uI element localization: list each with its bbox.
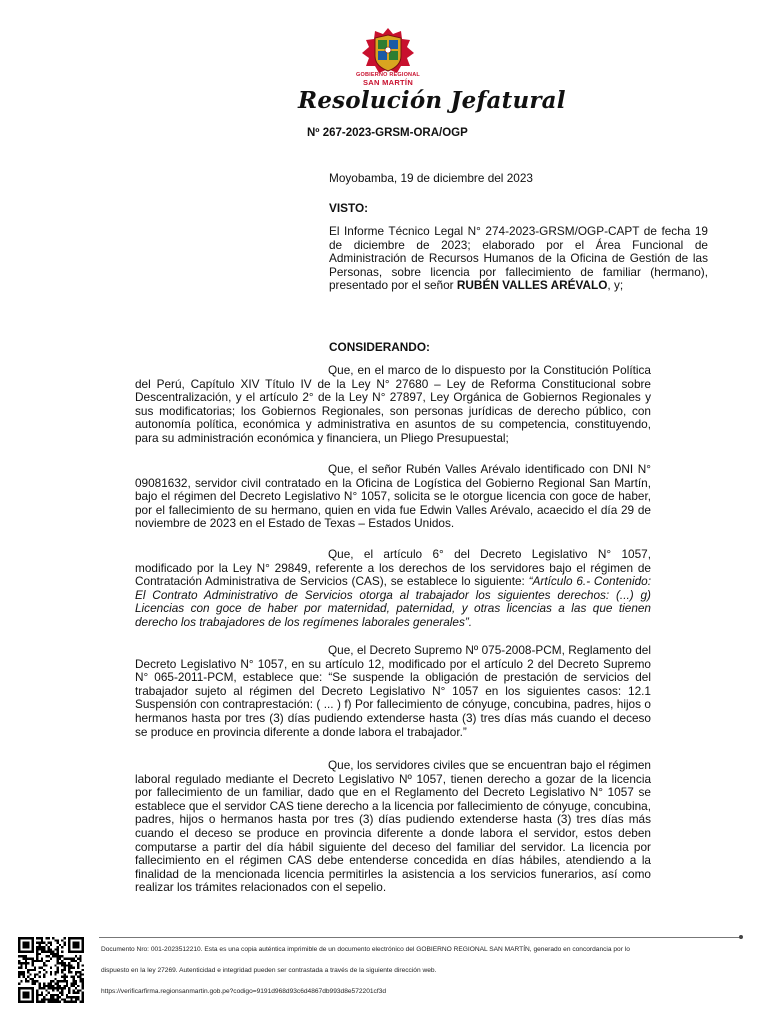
footer-line-2: dispuesto en la ley 27269. Autenticidad e integridad pueden ser contrastada a través de la siguiente dirección web. bbox=[101, 967, 437, 974]
footer-divider-endpoint bbox=[739, 935, 743, 939]
considerando-paragraph-5: Que, los servidores civiles que se encuentran bajo el régimen laboral regulado mediante el Decreto Legislativo Nº 1057, tienen derecho a gozar de la licencia por fallecimiento de un familiar, dado que en el Reglamento del Decreto Legislativo N° 1057 se establece que el servidor CAS tiene derecho a la licencia por fallecimiento de cónyuge, concubina, padres, hijos o hermanos hasta por tres (3) días pudiendo extenderse hasta (3) tres días más cuando el deceso se produce en provincia diferente a donde labora el servidor, estos deben computarse a partir del día hábil siguiente del deceso del familiar del servidor. La licencia por fallecimiento en el régimen CAS debe entenderse concedida en días hábiles, atendiendo a la finalidad de la mencionada licencia permitirles la asistencia a los servicios funerarios, así como realizar los trámites relacionados con el sepelio. bbox=[135, 758, 651, 895]
considerando-paragraph-4: Que, el Decreto Supremo Nº 075-2008-PCM, Reglamento del Decreto Legislativo N° 1057, en su artículo 12, modificado por el artículo 2 del Decreto Supremo N° 065-2011-PCM, establece que: “Se suspende la obligación de prestación de servicios del trabajador sujeto al régimen del Decreto Legislativo N° 1057 en los siguientes casos: 12.1 Suspensión con contraprestación: ( ... ) f) Por fallecimiento de cónyuge, concubina, padres, hijos o hermanos hasta por tres (3) días pudiendo extenderse hasta (3) tres días más cuando el deceso se produce en provincia diferente a donde labora el trabajador.” bbox=[135, 643, 651, 739]
visto-tail: , y; bbox=[607, 278, 624, 293]
considerando-paragraph-2: Que, el señor Rubén Valles Arévalo identificado con DNI N° 09081632, servidor civil contratado en la Oficina de Logística del Gobierno Regional San Martín, bajo el régimen del Decreto Legislativo N° 1057, solicita se le otorgue licencia con goce de haber, por el fallecimiento de su hermano, quien en vida fue Edwin Valles Arévalo, acaecido el día 29 de noviembre de 2023 en el Estado de Texas – Estados Unidos. bbox=[135, 462, 651, 531]
visto-paragraph bbox=[329, 225, 708, 293]
logo-line1: GOBIERNO REGIONAL bbox=[356, 72, 420, 78]
logo-caption bbox=[340, 73, 436, 87]
paragraph-3-text: Que, el artículo 6° del Decreto Legislativo N° 1057, modificado por la Ley N° 29849, referente a los derechos de los servidores bajo el régimen de Contratación Administrativa de Servicios (CAS), se establece lo siguiente: bbox=[135, 547, 651, 589]
logo-line2: SAN MARTÍN bbox=[362, 77, 414, 87]
considerando-paragraph-1: Que, en el marco de lo dispuesto por la Constitución Política del Perú, Capítulo XIV Título IV de la Ley N° 27680 – Ley de Reforma Constitucional sobre Descentralización, y el artículo 2° de la Ley N° 27897, Ley Orgánica de Gobiernos Regionales y sus modificatorias; los Gobiernos Regionales, son personas jurídicas de derecho público, con autonomía política, económica y administrativa en asuntos de su competencia, constituyendo, para su administración económica y financiera, un Pliego Presupuestal; bbox=[135, 363, 651, 445]
document-title: Resolución Jefatural bbox=[298, 87, 566, 114]
considerando-heading: CONSIDERANDO: bbox=[329, 340, 430, 354]
visto-text: El Informe Técnico Legal N° 274-2023-GRSM/OGP-CAPT de fecha 19 de diciembre de 2023; elaborado por el Área Funcional de Administración de Recursos Humanos de la Oficina de Gestión de las Personas, sobre licencia por fallecimiento de familiar (hermano), presentado por el señor bbox=[329, 224, 708, 293]
resolution-number: Nº 267-2023-GRSM-ORA/OGP bbox=[307, 127, 468, 139]
footer-line-1: Documento Nro: 001-2023512210. Esta es una copia auténtica imprimible de un documento electrónico del GOBIERNO REGIONAL SAN MARTÍN, generado en concordancia por lo bbox=[101, 946, 630, 953]
date-line: Moyobamba, 19 de diciembre del 2023 bbox=[329, 171, 533, 185]
qr-code[interactable] bbox=[18, 937, 84, 1003]
footer-verification-url[interactable]: https://verificarfirma.regionsanmartin.gob.pe?codigo=9191d968d93c6d4867db993d8e572201cf3d bbox=[101, 988, 387, 995]
footer-divider bbox=[99, 937, 740, 938]
visto-heading: VISTO: bbox=[329, 201, 369, 215]
considerando-paragraph-3 bbox=[135, 548, 651, 630]
visto-name: RUBÉN VALLES ARÉVALO bbox=[456, 278, 608, 293]
paragraph-3-quote: “Artículo 6.- Contenido: El Contrato Administrativo de Servicios otorga al trabajador los siguientes derechos: (...) g) Licencias con goce de haber por maternidad, paternidad, y otras licencias a las que tienen derecho los trabajadores de los regímenes laborales generales”. bbox=[135, 574, 651, 629]
